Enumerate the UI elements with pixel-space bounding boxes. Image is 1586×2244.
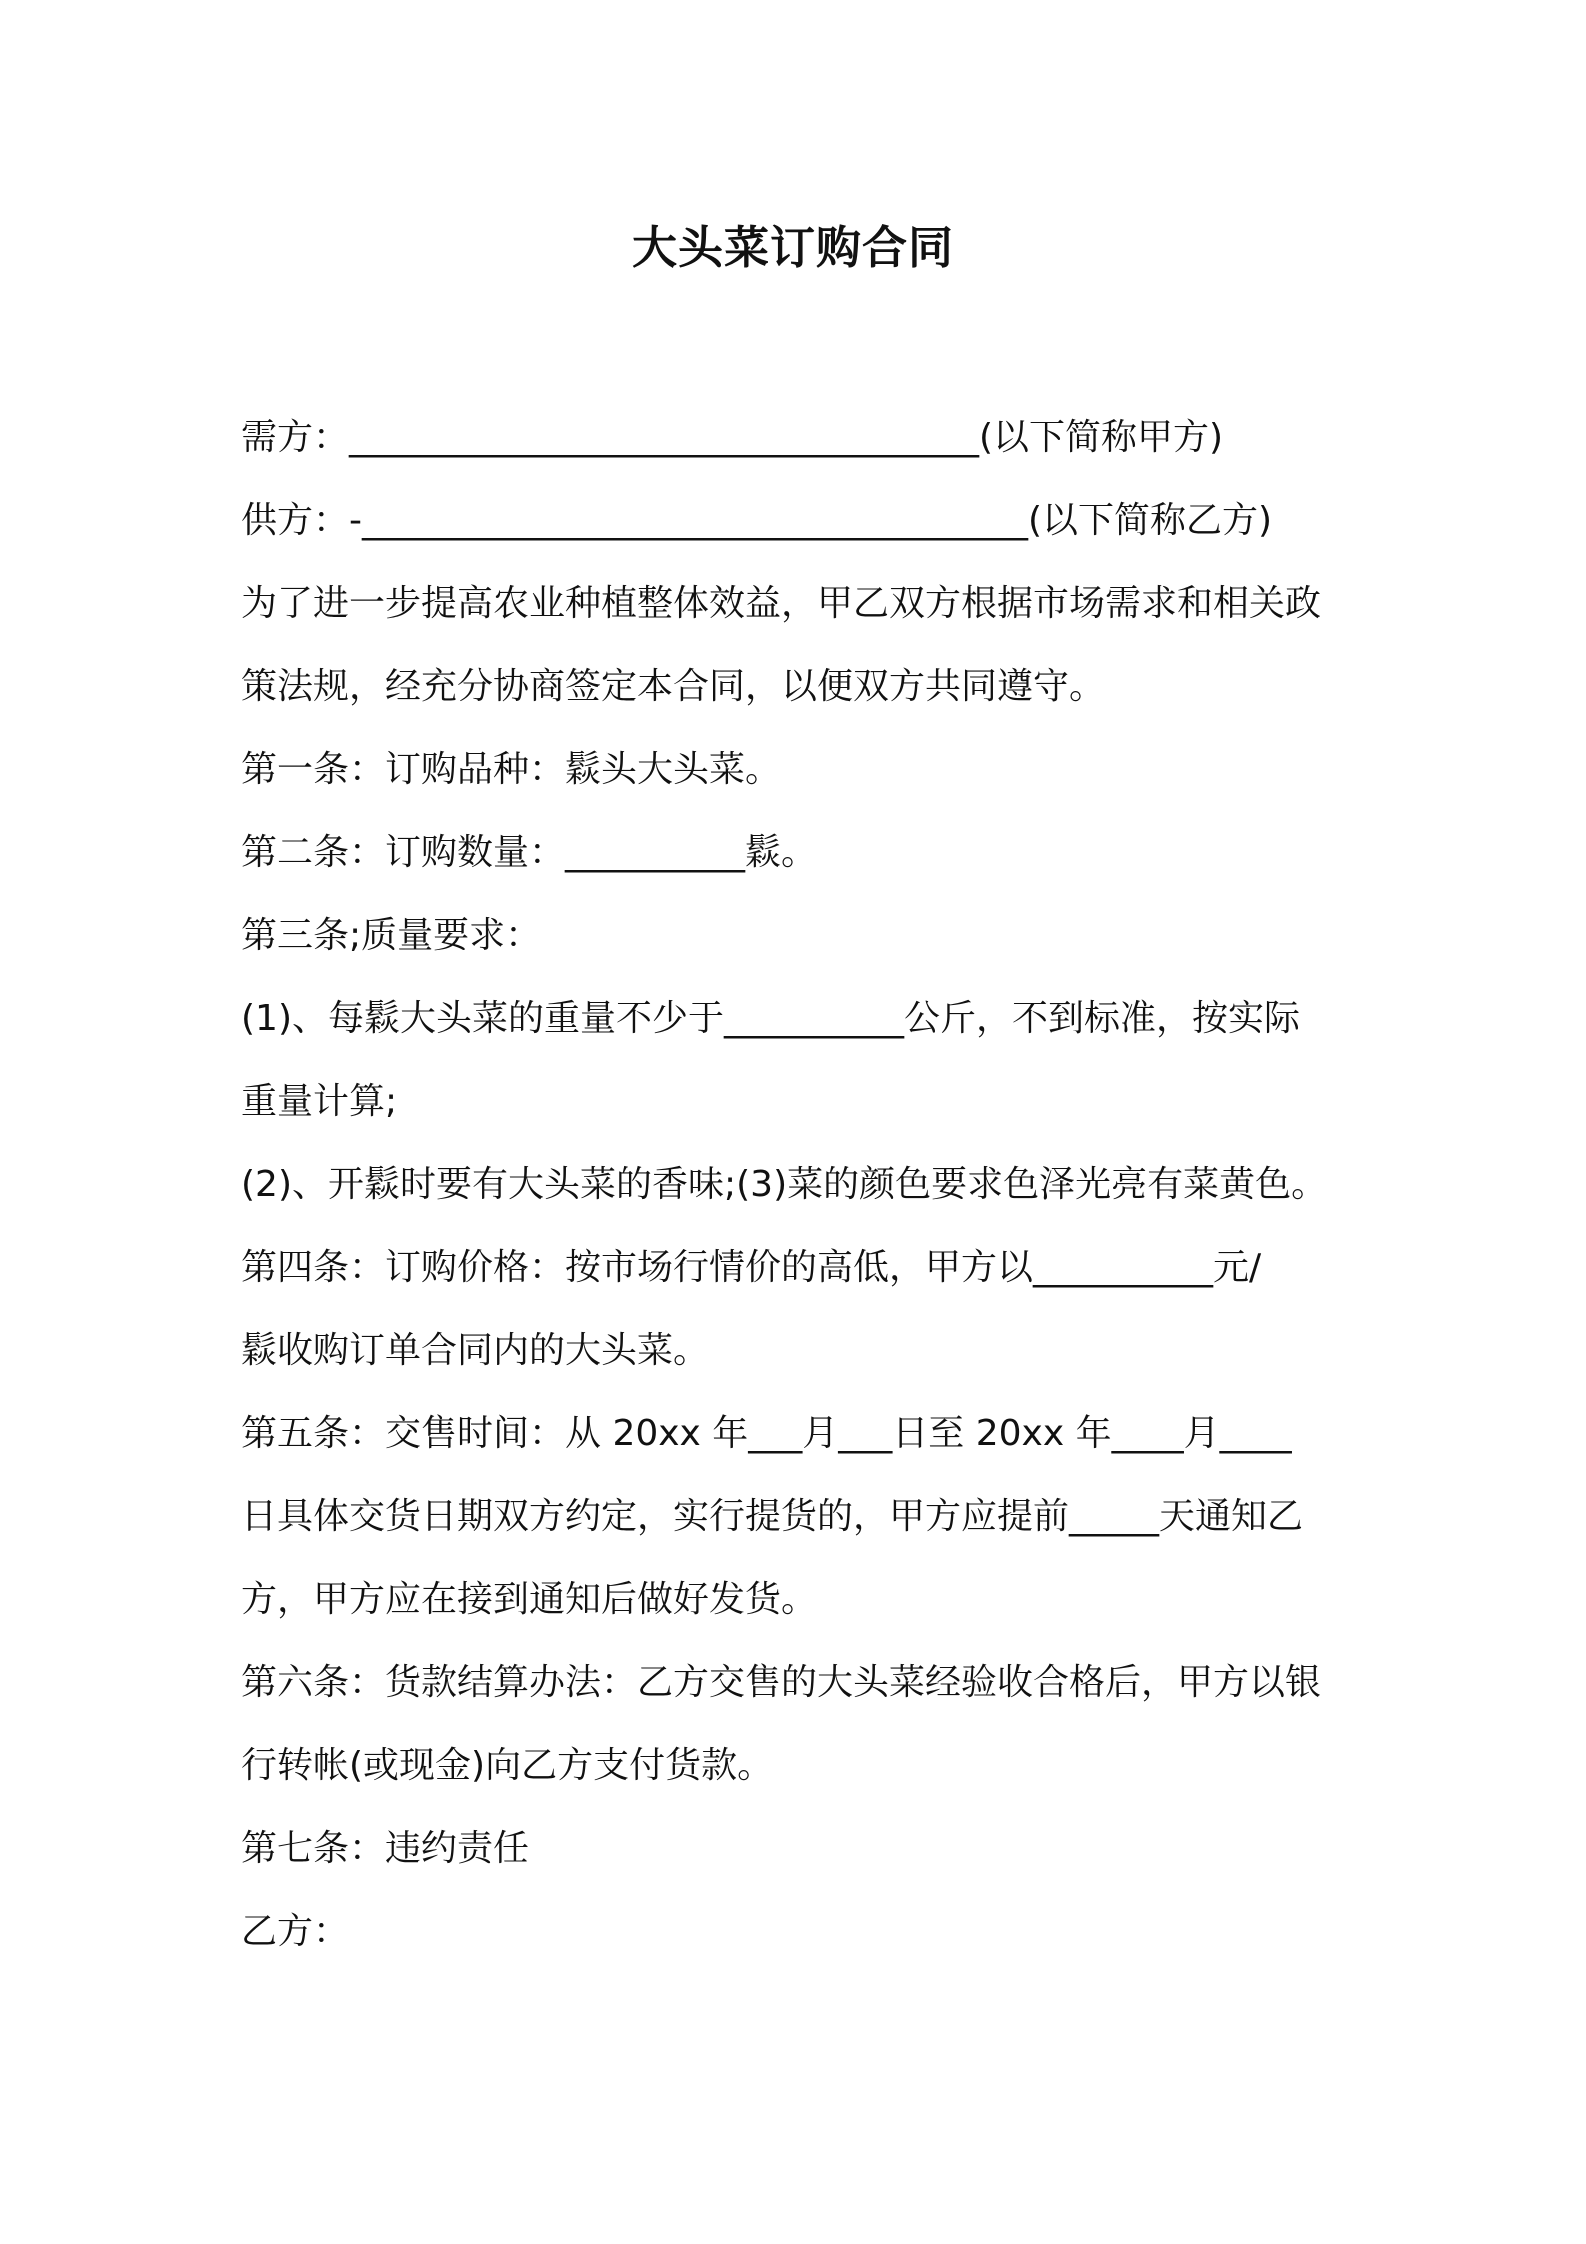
article-3-item-1-line-1: (1)、每鬏大头菜的重量不少于__________公斤，不到标准，按实际 bbox=[241, 998, 1300, 1039]
article-7-heading: 第七条：违约责任 bbox=[241, 1828, 530, 1869]
party-b-signature-label: 乙方： bbox=[241, 1911, 350, 1952]
article-4-line-1: 第四条：订购价格：按市场行情价的高低，甲方以__________元/ bbox=[241, 1247, 1262, 1288]
article-6-line-2: 行转帐(或现金)向乙方支付货款。 bbox=[241, 1745, 774, 1786]
document-title: 大头菜订购合同 bbox=[631, 221, 954, 274]
article-5-line-2: 日具体交货日期双方约定，实行提货的，甲方应提前_____天通知乙 bbox=[241, 1496, 1304, 1537]
article-5-line-1: 第五条：交售时间：从 20xx 年___月___日至 20xx 年____月____ bbox=[241, 1413, 1292, 1454]
article-4-line-2: 鬏收购订单合同内的大头菜。 bbox=[241, 1330, 710, 1371]
preamble-line-1: 为了进一步提高农业种植整体效益，甲乙双方根据市场需求和相关政 bbox=[241, 583, 1322, 624]
party-a-line: 需方：___________________________________(以下简称甲方) bbox=[241, 417, 1224, 458]
article-5-line-3: 方，甲方应在接到通知后做好发货。 bbox=[241, 1579, 818, 1620]
article-3-heading: 第三条;质量要求： bbox=[241, 915, 542, 956]
party-b-line: 供方：-_____________________________________(以下简称乙方) bbox=[241, 500, 1273, 541]
article-1: 第一条：订购品种：鬏头大头菜。 bbox=[241, 749, 782, 790]
article-2: 第二条：订购数量：__________鬏。 bbox=[241, 832, 818, 873]
preamble-line-2: 策法规，经充分协商签定本合同，以便双方共同遵守。 bbox=[241, 666, 1106, 707]
article-3-item-1-line-2: 重量计算; bbox=[241, 1081, 398, 1122]
contract-body bbox=[241, 406, 1356, 1983]
article-6-line-1: 第六条：货款结算办法：乙方交售的大头菜经验收合格后，甲方以银 bbox=[241, 1662, 1322, 1703]
article-3-items-2-3: (2)、开鬏时要有大头菜的香味;(3)菜的颜色要求色泽光亮有菜黄色。 bbox=[241, 1164, 1328, 1205]
